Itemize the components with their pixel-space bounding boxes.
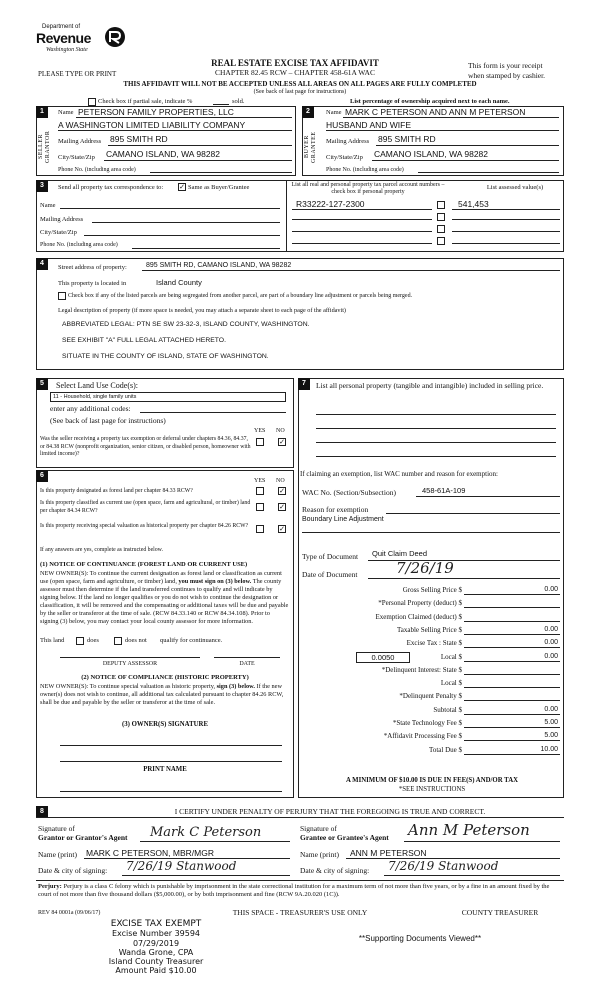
owner-signature-line-2[interactable] bbox=[60, 754, 282, 762]
legal-line-1[interactable]: ABBREVIATED LEGAL: PTN SE SW 23-32-3, ISLAND COUNTY, WASHINGTON. bbox=[62, 321, 310, 328]
seller-name-2[interactable]: A WASHINGTON LIMITED LIABILITY COMPANY bbox=[58, 120, 246, 130]
please-type: PLEASE TYPE OR PRINT bbox=[38, 70, 117, 78]
parcel-3-personal-checkbox[interactable] bbox=[437, 225, 445, 233]
seller-name[interactable]: PETERSON FAMILY PROPERTIES, LLC bbox=[78, 107, 234, 117]
grantee-date-city-label: Date & city of signing: bbox=[300, 866, 370, 875]
forest-yes-checkbox[interactable] bbox=[256, 487, 264, 495]
perjury-body: Perjury is a class C felony which is punishable by imprisonment in the state correctional institution for a maximum term of not more than five years, or by a fine in an amount fixed by the court of not more than five thousand dollars ($5,000.00), or by both imprisonment and fine (RCW 9A.20.020 (1C)). bbox=[38, 883, 550, 899]
parcel-1[interactable]: R33222-127-2300 bbox=[296, 199, 365, 209]
section-2-number: 2 bbox=[302, 106, 314, 118]
parcel-3[interactable] bbox=[292, 224, 432, 232]
assessed-2[interactable] bbox=[452, 212, 560, 220]
sec3-phone-label: Phone No. (including area code) bbox=[40, 242, 118, 248]
rev-number: REV 84 0001a (09/06/17) bbox=[38, 910, 101, 916]
buyer-mail[interactable]: 895 SMITH RD bbox=[378, 134, 436, 144]
grantor-date-city[interactable]: 7/26/19 Stanwood bbox=[126, 859, 237, 873]
parcel-4[interactable] bbox=[292, 236, 432, 244]
stamp-line-6: Amount Paid $10.00 bbox=[115, 966, 197, 976]
fee-value-9[interactable]: 0.00 bbox=[544, 706, 558, 713]
seller-phone-label: Phone No. (including area code) bbox=[58, 167, 136, 173]
street-address[interactable]: 895 SMITH RD, CAMANO ISLAND, WA 98282 bbox=[146, 262, 292, 269]
seller-side-label: SELLER GRANTOR bbox=[38, 130, 51, 164]
owner-signature-line[interactable] bbox=[60, 738, 282, 746]
doc-date-label: Date of Document bbox=[302, 570, 358, 579]
forest-question: Is this property designated as forest land per chapter 84.33 RCW? bbox=[40, 488, 193, 494]
notice-continuance-pre: NEW OWNER(S): To continue the current designation as forest land or classification as current use (open space, farm and agriculture, or timber) land, bbox=[40, 570, 282, 585]
fee-value-3[interactable]: 0.00 bbox=[544, 626, 558, 633]
fee-label-5: Local $ bbox=[440, 653, 462, 661]
stamp-line-3: 07/29/2019 bbox=[132, 938, 180, 948]
fee-label-10: *State Technology Fee $ bbox=[392, 719, 462, 727]
supporting-docs-note: **Supporting Documents Viewed** bbox=[358, 934, 482, 943]
wac-label: WAC No. (Section/Subsection) bbox=[302, 488, 396, 497]
assessed-3[interactable] bbox=[452, 224, 560, 232]
exemption-question: Was the seller receiving a property tax exemption or deferral under chapters 84.36, 84.37, or 84.38 RCW (nonprofit organization, senior citizen, or disabled person, homeowner with limited income)? bbox=[40, 436, 251, 458]
this-land-label: This land bbox=[40, 637, 65, 644]
partial-sale-checkbox[interactable] bbox=[88, 98, 96, 106]
fee-line-7 bbox=[464, 678, 560, 688]
receipt-note-2: when stamped by cashier. bbox=[468, 71, 546, 80]
segregate-label: Check box if any of the listed parcels are being segregated from another parcel, are part of a boundary line adjustment or parcels being merged. bbox=[68, 293, 413, 299]
send-correspondence-label: Send all property tax correspondence to: bbox=[58, 184, 164, 191]
logo-dept: Department of bbox=[42, 24, 81, 30]
fee-line-1 bbox=[464, 598, 560, 608]
section-4-number: 4 bbox=[36, 258, 48, 270]
grantee-signature[interactable]: Ann M Peterson bbox=[408, 821, 530, 839]
local-rate: 0.0050 bbox=[371, 653, 395, 662]
grantor-sig-of: Signature of bbox=[38, 824, 75, 833]
notice-compliance-a: NEW OWNER(S): To continue special valuation as historic property, bbox=[40, 683, 216, 690]
current-use-no-checkbox[interactable]: ✓ bbox=[279, 503, 285, 511]
fee-value-11[interactable]: 5.00 bbox=[544, 732, 558, 739]
sec3-mail-label: Mailing Address bbox=[40, 216, 84, 223]
sec5-no: NO bbox=[276, 428, 285, 434]
land-use-value: 11 - Household, single family units bbox=[53, 394, 137, 400]
street-address-label: Street address of property: bbox=[58, 264, 127, 271]
fee-label-9: Subtotal $ bbox=[433, 706, 462, 714]
grantor-name[interactable]: MARK C PETERSON, MBR/MGR bbox=[86, 848, 214, 858]
stamp-line-4: Wanda Grone, CPA bbox=[118, 947, 194, 957]
reason-label: Reason for exemption bbox=[302, 505, 369, 514]
fee-label-0: Gross Selling Price $ bbox=[402, 586, 462, 594]
section-8-number: 8 bbox=[36, 806, 48, 818]
fee-value-12[interactable]: 10.00 bbox=[540, 746, 558, 753]
same-as-buyer-checkbox[interactable]: ✓ bbox=[179, 183, 185, 191]
parcel-1-personal-checkbox[interactable] bbox=[437, 201, 445, 209]
sec6-yes: YES bbox=[254, 478, 266, 484]
doc-type-label: Type of Document bbox=[302, 552, 359, 561]
buyer-city[interactable]: CAMANO ISLAND, WA 98282 bbox=[374, 149, 489, 159]
exemption-yes-checkbox[interactable] bbox=[256, 438, 264, 446]
deputy-assessor-label: DEPUTY ASSESSOR bbox=[102, 661, 158, 667]
notice-compliance-bold: sign (3) below. bbox=[216, 683, 255, 690]
county-treasurer-label: COUNTY TREASURER bbox=[461, 908, 539, 917]
local-rate-box[interactable] bbox=[356, 652, 410, 663]
assessed-4[interactable] bbox=[452, 236, 560, 244]
does-label: does bbox=[87, 637, 99, 644]
sec3-mail[interactable] bbox=[92, 215, 280, 223]
logo-revenue: Revenue bbox=[36, 30, 91, 46]
buyer-name[interactable]: MARK C PETERSON AND ANN M PETERSON bbox=[345, 107, 526, 117]
historic-yes-checkbox[interactable] bbox=[256, 525, 264, 533]
sec5-see-back: (See back of last page for instructions) bbox=[50, 416, 166, 425]
doc-date[interactable]: 7/26/19 bbox=[396, 559, 454, 577]
grantee-date-city[interactable]: 7/26/19 Stanwood bbox=[388, 859, 499, 873]
notice-compliance-title: (2) NOTICE OF COMPLIANCE (HISTORIC PROPERTY) bbox=[81, 674, 249, 681]
see-instructions-note: *SEE INSTRUCTIONS bbox=[398, 786, 466, 793]
fee-value-10[interactable]: 5.00 bbox=[544, 719, 558, 726]
section-6-number: 6 bbox=[36, 470, 48, 482]
sec3-city[interactable] bbox=[84, 228, 280, 236]
exemption-no-checkbox[interactable]: ✓ bbox=[279, 438, 285, 446]
reason-line-2[interactable] bbox=[302, 524, 560, 533]
notice-continuance-title: (1) NOTICE OF CONTINUANCE (FOREST LAND OR CURRENT USE) bbox=[40, 561, 248, 568]
buyer-mail-label: Mailing Address bbox=[326, 138, 370, 145]
legal-line-2[interactable]: SEE EXHIBIT "A" FULL LEGAL ATTACHED HERETO. bbox=[62, 337, 226, 344]
perjury-text bbox=[38, 883, 564, 900]
stamp-line-1: EXCISE TAX EXEMPT bbox=[110, 919, 202, 929]
partial-sale-pct[interactable] bbox=[213, 97, 229, 105]
parcel-header: List all real and personal property tax parcel account numbers – check box if personal property bbox=[291, 182, 445, 195]
buyer-name-label: Name bbox=[326, 109, 342, 116]
buyer-city-label: City/State/Zip bbox=[326, 154, 363, 161]
fee-value-5[interactable]: 0.00 bbox=[544, 653, 558, 660]
segregate-checkbox[interactable] bbox=[58, 292, 66, 300]
personal-property-label: List all personal property (tangible and intangible) included in selling price. bbox=[316, 381, 544, 390]
same-as-buyer-label: Same as Buyer/Grantee bbox=[188, 184, 250, 191]
fee-label-12: Total Due $ bbox=[429, 746, 462, 754]
fee-label-4: Excise Tax : State $ bbox=[406, 639, 462, 647]
doc-type[interactable]: Quit Claim Deed bbox=[372, 549, 428, 558]
owner-signature-label: (3) OWNER(S) SIGNATURE bbox=[122, 721, 208, 728]
receipt-note-1: This form is your receipt bbox=[468, 61, 543, 70]
parcel-2[interactable] bbox=[292, 212, 432, 220]
forest-no-checkbox[interactable]: ✓ bbox=[279, 487, 285, 495]
grantee-sig-of: Signature of bbox=[300, 824, 337, 833]
grantor-signature[interactable]: Mark C Peterson bbox=[150, 825, 262, 840]
section-6 bbox=[36, 470, 294, 798]
assessor-date-label: DATE bbox=[239, 661, 255, 667]
deputy-assessor-line[interactable] bbox=[60, 650, 200, 658]
seller-city[interactable]: CAMANO ISLAND, WA 98282 bbox=[106, 149, 221, 159]
sec3-city-label: City/State/Zip bbox=[40, 229, 77, 236]
grantor-date-city-label: Date & city of signing: bbox=[38, 866, 108, 875]
reason-value[interactable]: Boundary Line Adjustment bbox=[302, 516, 384, 523]
wac-number[interactable]: 458-61A-109 bbox=[422, 486, 466, 495]
sec3-name-label: Name bbox=[40, 202, 56, 209]
list-percentage-note: List percentage of ownership acquired next to each name. bbox=[350, 98, 510, 105]
fee-label-1: *Personal Property (deduct) $ bbox=[378, 599, 462, 607]
form-title: REAL ESTATE EXCISE TAX AFFIDAVIT bbox=[211, 58, 379, 68]
current-use-question: Is this property classified as current use (open space, farm and agricultural, or timber) land per chapter 84.34 RCW? bbox=[40, 500, 251, 514]
stamp-line-5: Island County Treasurer bbox=[108, 956, 204, 966]
sec5-yes: YES bbox=[254, 428, 266, 434]
exempt-stamp bbox=[86, 919, 226, 975]
current-use-yes-checkbox[interactable] bbox=[256, 503, 264, 511]
section-1-number: 1 bbox=[36, 106, 48, 118]
assessed-1[interactable]: 541,453 bbox=[458, 199, 489, 209]
additional-codes-label: enter any additional codes: bbox=[50, 404, 131, 413]
buyer-name-2[interactable]: HUSBAND AND WIFE bbox=[326, 120, 412, 130]
fee-value-4[interactable]: 0.00 bbox=[544, 639, 558, 646]
fee-label-6: *Delinquent Interest: State $ bbox=[381, 666, 462, 674]
assessed-header: List assessed value(s) bbox=[486, 184, 544, 191]
land-use-select[interactable] bbox=[50, 392, 286, 402]
perjury-label: Perjury: bbox=[38, 883, 62, 890]
fee-label-3: Taxable Selling Price $ bbox=[396, 626, 462, 634]
legal-desc-label: Legal description of property (if more space is needed, you may attach a separate sheet to each page of the affidavit) bbox=[58, 307, 346, 314]
notice-continuance-text bbox=[40, 570, 290, 626]
section-7-number: 7 bbox=[298, 378, 310, 390]
buyer-phone-label: Phone No. (including area code) bbox=[326, 167, 404, 173]
exemption-claim-label: If claiming an exemption, list WAC number and reason for exemption: bbox=[300, 470, 498, 478]
land-use-label: Select Land Use Code(s): bbox=[56, 381, 138, 390]
grantee-name[interactable]: ANN M PETERSON bbox=[350, 848, 427, 858]
grantee-name-label: Name (print) bbox=[300, 850, 339, 859]
sec3-phone[interactable] bbox=[132, 241, 280, 249]
personal-property-input[interactable] bbox=[316, 406, 556, 415]
county-label: This property is located in bbox=[58, 280, 127, 287]
additional-codes-input[interactable] bbox=[140, 404, 286, 413]
warning-text: THIS AFFIDAVIT WILL NOT BE ACCEPTED UNLESS ALL AREAS ON ALL PAGES ARE FULLY COMPLETED bbox=[123, 80, 477, 88]
fee-label-11: *Affidavit Processing Fee $ bbox=[383, 732, 462, 740]
partial-sale-label: Check box if partial sale, indicate % bbox=[98, 98, 193, 105]
does-not-checkbox[interactable] bbox=[114, 637, 122, 645]
buyer-side-label: BUYER GRANTEE bbox=[304, 131, 317, 163]
notice-continuance-bold: you must sign on (3) below. bbox=[178, 577, 252, 585]
county-value[interactable]: Island County bbox=[156, 278, 202, 287]
historic-no-checkbox[interactable]: ✓ bbox=[279, 525, 285, 533]
section-3-number: 3 bbox=[36, 180, 48, 192]
buyer-phone[interactable] bbox=[418, 166, 559, 173]
fee-line-8 bbox=[464, 691, 560, 701]
notice-compliance-b: If the new owner(s) does not wish to continue, all additional tax calculated pursuant to chapter 84.26 RCW, shall be due and payable by the seller or transferor at the time of sale. bbox=[40, 683, 284, 706]
personal-property-input-4[interactable] bbox=[316, 448, 556, 457]
print-name-line[interactable] bbox=[60, 784, 282, 792]
if-yes-note: If any answers are yes, complete as instructed below. bbox=[40, 547, 163, 553]
notice-continuance-post: The county assessor must then determine if the land transferred continues to qualify and will indicate by signing below. If the land no longer qualifies or you do not wish to continue the designation or classification, it will be removed and the compensating or additional taxes will be due and payable by the seller or transferor at the time of sale. (RCW 84.33.140 or RCW 84.34.108). Prior to signing (3) below, you may contact your local county assessor for more information. bbox=[40, 577, 289, 625]
section-5-number: 5 bbox=[36, 378, 48, 390]
form-chapter: CHAPTER 82.45 RCW – CHAPTER 458-61A WAC bbox=[215, 68, 375, 77]
assessor-date-line[interactable] bbox=[214, 650, 280, 658]
seller-phone[interactable] bbox=[150, 166, 292, 173]
personal-property-input-3[interactable] bbox=[316, 434, 556, 443]
does-not-label: does not bbox=[125, 637, 147, 644]
fee-label-8: *Delinquent Penalty $ bbox=[399, 692, 462, 700]
grantor-agent-label: Grantor or Grantor's Agent bbox=[38, 833, 128, 842]
grantor-name-label: Name (print) bbox=[38, 850, 77, 859]
legal-line-3[interactable]: SITUATE IN THE COUNTY OF ISLAND, STATE OF WASHINGTON. bbox=[62, 353, 269, 360]
fee-line-6 bbox=[464, 665, 560, 675]
seller-name-label: Name bbox=[58, 109, 74, 116]
personal-property-input-2[interactable] bbox=[316, 420, 556, 429]
fee-line-2 bbox=[464, 612, 560, 622]
parcel-4-personal-checkbox[interactable] bbox=[437, 237, 445, 245]
grantee-agent-label: Grantee or Grantee's Agent bbox=[300, 833, 389, 842]
partial-sale-sold: sold. bbox=[232, 98, 245, 105]
seller-mail[interactable]: 895 SMITH RD bbox=[110, 134, 168, 144]
fee-value-0[interactable]: 0.00 bbox=[544, 586, 558, 593]
logo-state: Washington State bbox=[46, 47, 88, 53]
sec3-name[interactable] bbox=[60, 201, 280, 209]
stamp-line-2: Excise Number 39594 bbox=[111, 929, 201, 939]
fee-label-2: Exemption Claimed (deduct) $ bbox=[375, 613, 462, 621]
logo-mark-icon bbox=[104, 26, 126, 48]
historic-question: Is this property receiving special valuation as historical property per chapter 84.26 RCW? bbox=[40, 523, 249, 529]
see-back-note: (See back of last page for instructions) bbox=[253, 89, 347, 95]
does-checkbox[interactable] bbox=[76, 637, 84, 645]
treasurer-space: THIS SPACE - TREASURER'S USE ONLY bbox=[232, 908, 368, 917]
minimum-note: A MINIMUM OF $10.00 IS DUE IN FEE(S) AND/OR TAX bbox=[345, 777, 519, 784]
seller-mail-label: Mailing Address bbox=[58, 138, 102, 145]
qualify-label: qualify for continuance. bbox=[160, 637, 223, 644]
notice-compliance-text bbox=[40, 683, 290, 707]
print-name-label: PRINT NAME bbox=[143, 766, 187, 773]
certify-text: I CERTIFY UNDER PENALTY OF PERJURY THAT THE FOREGOING IS TRUE AND CORRECT. bbox=[174, 807, 486, 816]
dor-logo bbox=[36, 20, 136, 60]
parcel-2-personal-checkbox[interactable] bbox=[437, 213, 445, 221]
fee-label-7: Local $ bbox=[440, 679, 462, 687]
seller-city-label: City/State/Zip bbox=[58, 154, 95, 161]
sec6-no: NO bbox=[276, 478, 285, 484]
